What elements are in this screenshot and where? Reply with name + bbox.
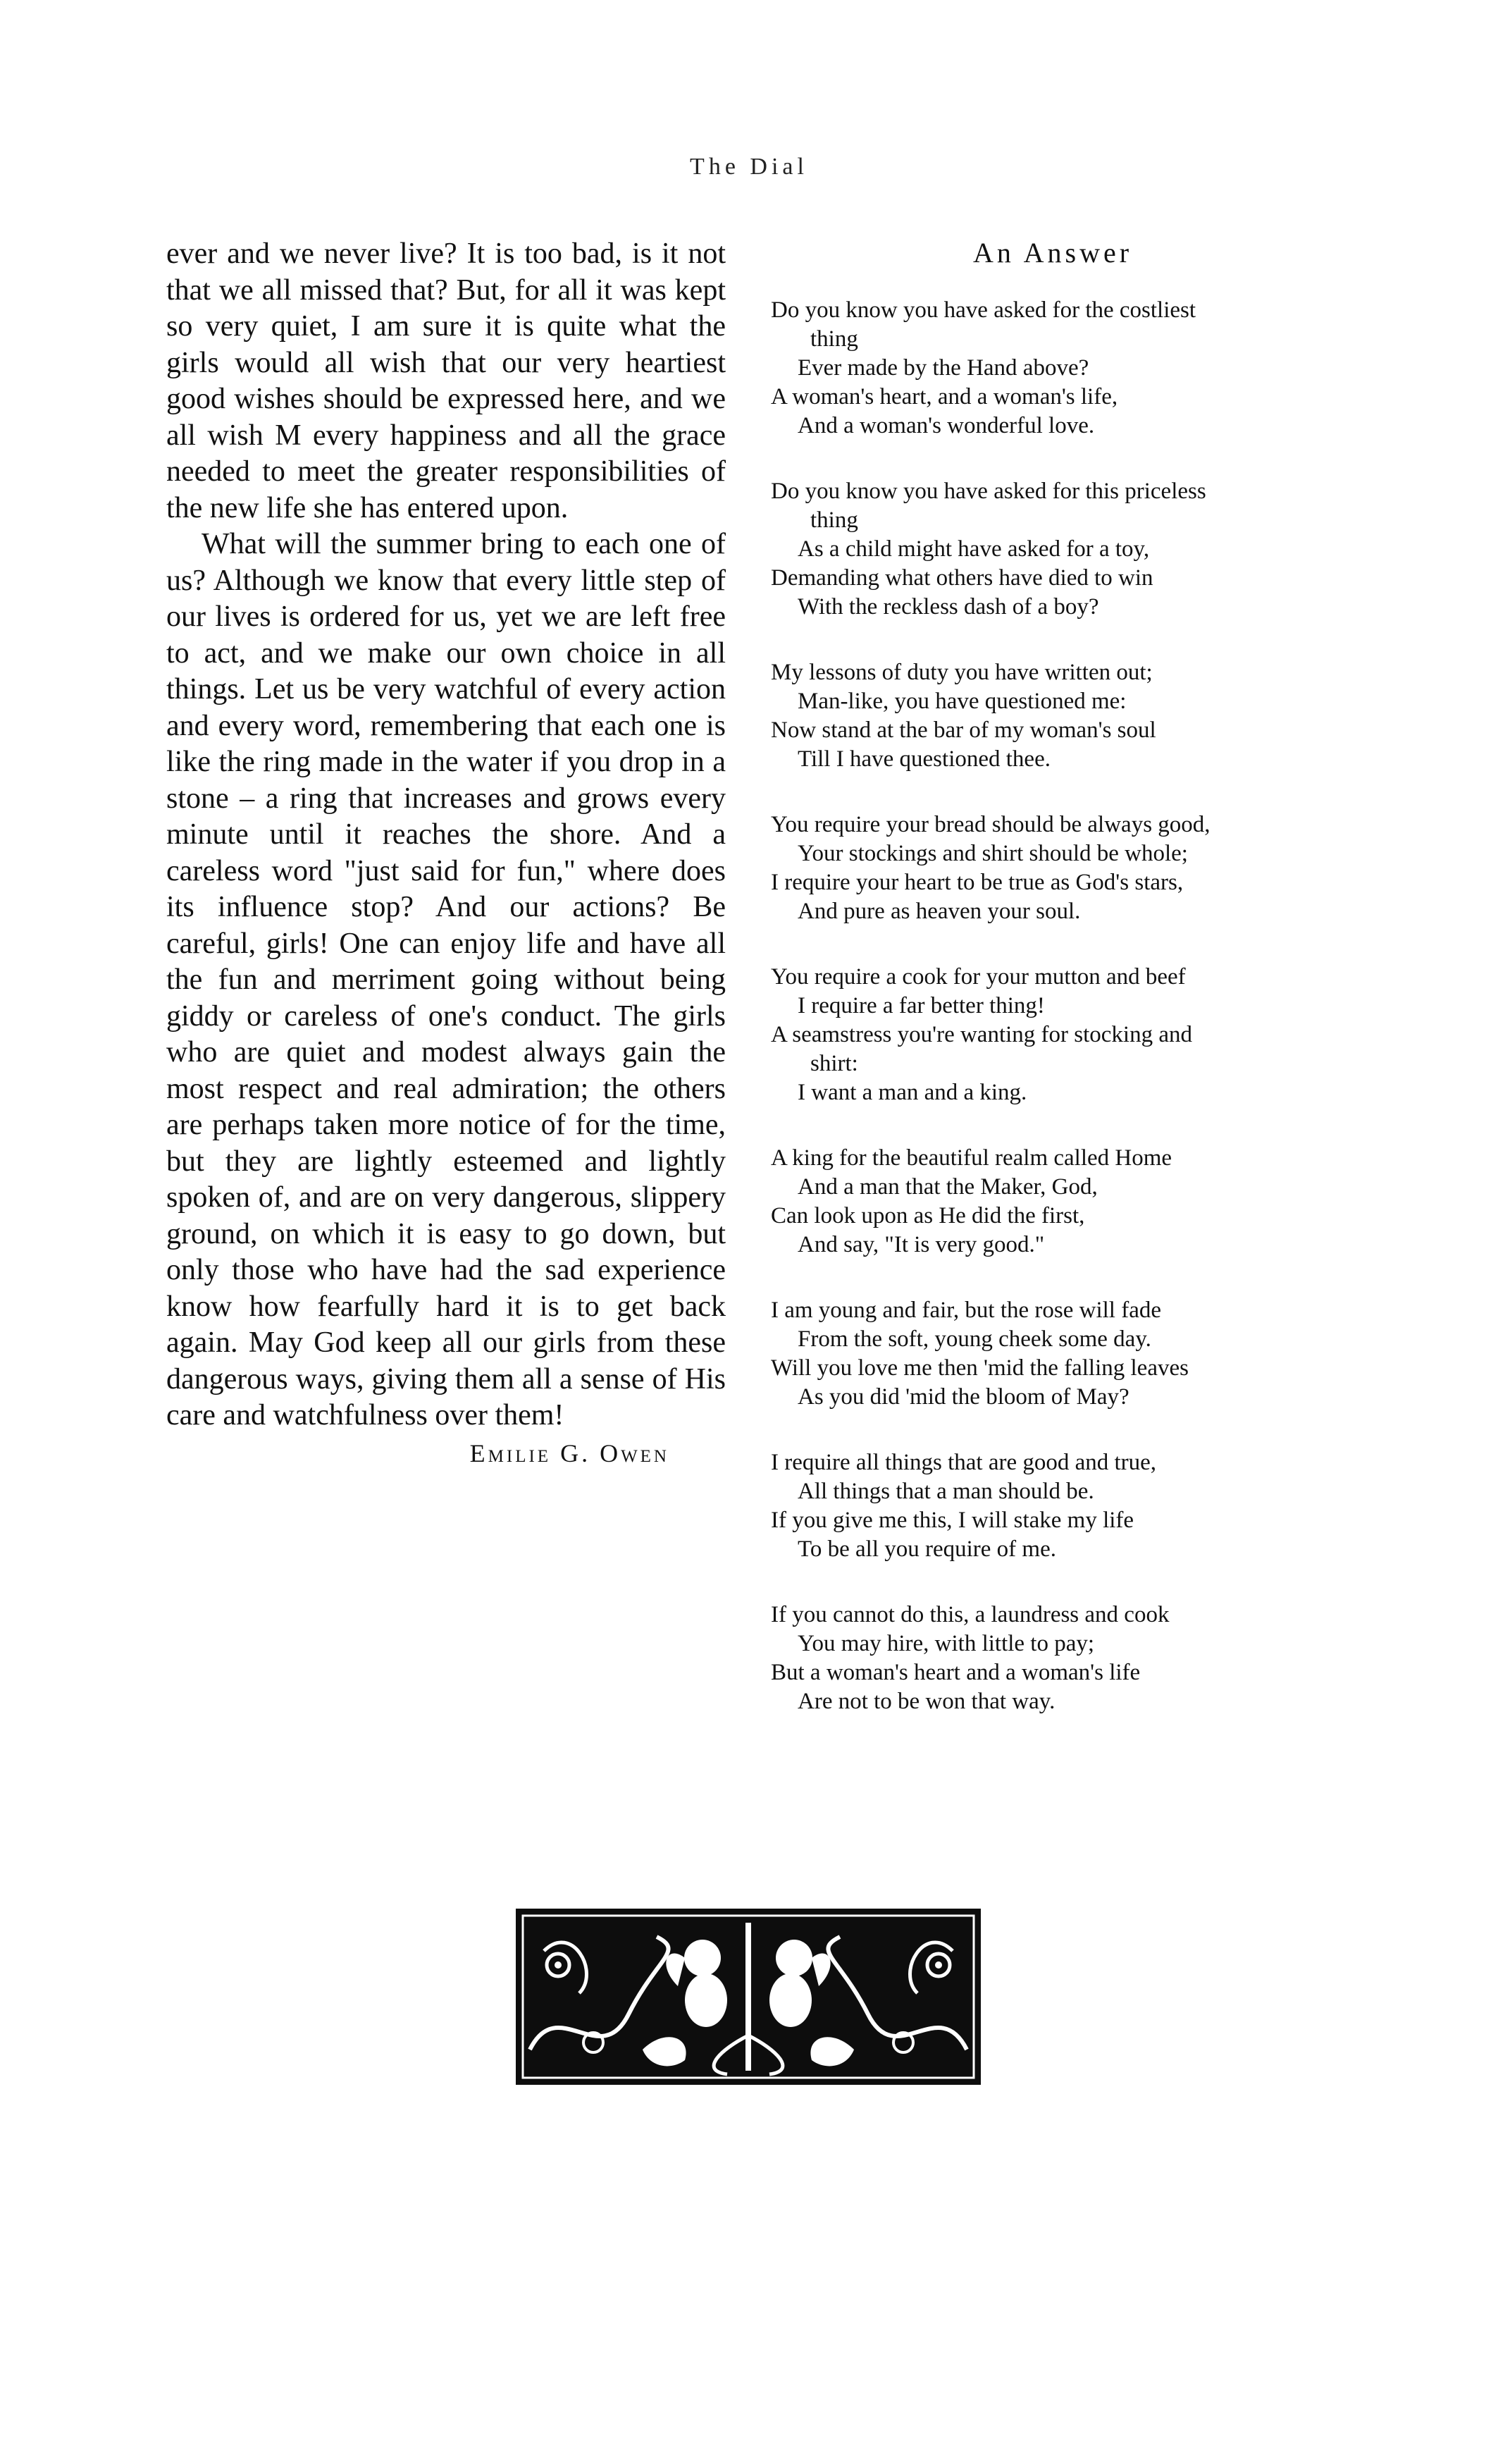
cherub-scroll-ornament bbox=[516, 1909, 981, 2085]
poem-line: Will you love me then 'mid the falling leaves bbox=[771, 1355, 1189, 1381]
poem-stanza bbox=[771, 1144, 1335, 1259]
poem-line: Man-like, you have questioned me: bbox=[798, 689, 1127, 714]
poem-line: And a man that the Maker, God, bbox=[798, 1174, 1098, 1200]
author-signature: Emilie G. Owen bbox=[469, 1439, 669, 1467]
poem-line: A woman's heart, and a woman's life, bbox=[771, 384, 1118, 409]
poem-line: thing bbox=[810, 507, 858, 533]
poem-line: I require a far better thing! bbox=[798, 993, 1045, 1018]
poem-line: As a child might have asked for a toy, bbox=[798, 536, 1150, 562]
poem-line: Your stockings and shirt should be whole; bbox=[798, 841, 1188, 866]
poem-line: As you did 'mid the bloom of May? bbox=[798, 1384, 1129, 1410]
running-header: The Dial bbox=[690, 154, 808, 180]
poem-line: Ever made by the Hand above? bbox=[798, 355, 1089, 381]
poem-line: I require your heart to be true as God's stars, bbox=[771, 870, 1184, 895]
poem-column bbox=[771, 236, 1335, 1753]
poem-line: With the reckless dash of a boy? bbox=[798, 594, 1099, 620]
poem-line: You require your bread should be always good, bbox=[771, 812, 1211, 837]
essay-paragraph: ever and we never live? It is too bad, is it not that we all missed that? But, for all it was kept so very quiet, I am sure it is quite what the girls would all wish that our very heartiest good wishes should be expressed here, and we all wish M every happiness and all the grace needed to meet the greater responsibilities of the new life she has entered upon. bbox=[166, 238, 726, 524]
poem-line: You may hire, with little to pay; bbox=[798, 1631, 1095, 1656]
poem-line: Now stand at the bar of my woman's soul bbox=[771, 717, 1156, 743]
poem-line: If you give me this, I will stake my life bbox=[771, 1508, 1134, 1533]
poem-stanza bbox=[771, 658, 1335, 774]
poem-line: And say, "It is very good." bbox=[798, 1232, 1045, 1257]
poem-line: And a woman's wonderful love. bbox=[798, 413, 1095, 438]
poem-line: shirt: bbox=[810, 1051, 858, 1076]
poem-line: I am young and fair, but the rose will fade bbox=[771, 1298, 1162, 1323]
poem-stanza bbox=[771, 1448, 1335, 1564]
poem-line: A king for the beautiful realm called Home bbox=[771, 1145, 1172, 1171]
poem-line: To be all you require of me. bbox=[798, 1536, 1056, 1562]
poem-line: Do you know you have asked for the costliest bbox=[771, 297, 1196, 323]
poem-line: thing bbox=[810, 326, 858, 352]
poem-line: Can look upon as He did the first, bbox=[771, 1203, 1085, 1228]
poem-stanza bbox=[771, 1296, 1335, 1412]
poem-line: Till I have questioned thee. bbox=[798, 746, 1051, 772]
poem-stanza bbox=[771, 296, 1335, 441]
essay-column bbox=[166, 236, 726, 1468]
poem-title: An Answer bbox=[972, 237, 1133, 269]
poem-line: Demanding what others have died to win bbox=[771, 565, 1153, 591]
poem-line: My lessons of duty you have written out; bbox=[771, 660, 1153, 685]
poem-line: I want a man and a king. bbox=[798, 1080, 1027, 1105]
poem-stanza bbox=[771, 963, 1335, 1107]
poem-line: Do you know you have asked for this priceless bbox=[771, 479, 1206, 504]
poem-line: Are not to be won that way. bbox=[798, 1689, 1056, 1714]
poem-line: A seamstress you're wanting for stocking and bbox=[771, 1022, 1192, 1047]
poem-line: From the soft, young cheek some day. bbox=[798, 1326, 1151, 1352]
poem-line: And pure as heaven your soul. bbox=[798, 899, 1081, 924]
poem-stanza bbox=[771, 1601, 1335, 1716]
poem-stanza bbox=[771, 477, 1335, 622]
poem-line: If you cannot do this, a laundress and cook bbox=[771, 1602, 1170, 1627]
poem-stanza bbox=[771, 811, 1335, 926]
poem-line: But a woman's heart and a woman's life bbox=[771, 1660, 1141, 1685]
essay-paragraph: What will the summer bring to each one of us? Although we know that every little step of our lives is ordered for us, yet we are left free to act, and we make our own choice in all things. Let us be very watchful of every action and every word, remembering that each one is like the ring made in the water if you drop in a stone – a ring that increases and grows every minute until it reaches the shore. And a careless word "just said for fun," where does its influence stop? And our actions? Be careful, girls! One can enjoy life and have all the fun and merriment going without being giddy or careless of one's conduct. The girls who are quiet and modest always gain the most respect and real admiration; the others are perhaps taken more notice of for the time, but they are lightly esteemed and lightly spoken of, and are on very dangerous, slippery ground, on which it is easy to go down, but only those who have had the sad experience know how fearfully hard it is to get back again. May God keep all our girls from these dangerous ways, giving them all a sense of His care and watchfulness over them! bbox=[166, 528, 726, 1431]
poem-line: I require all things that are good and true, bbox=[771, 1450, 1157, 1475]
poem-line: You require a cook for your mutton and beef bbox=[771, 964, 1186, 990]
poem-line: All things that a man should be. bbox=[798, 1479, 1094, 1504]
ornament-graphic bbox=[516, 1909, 981, 2085]
